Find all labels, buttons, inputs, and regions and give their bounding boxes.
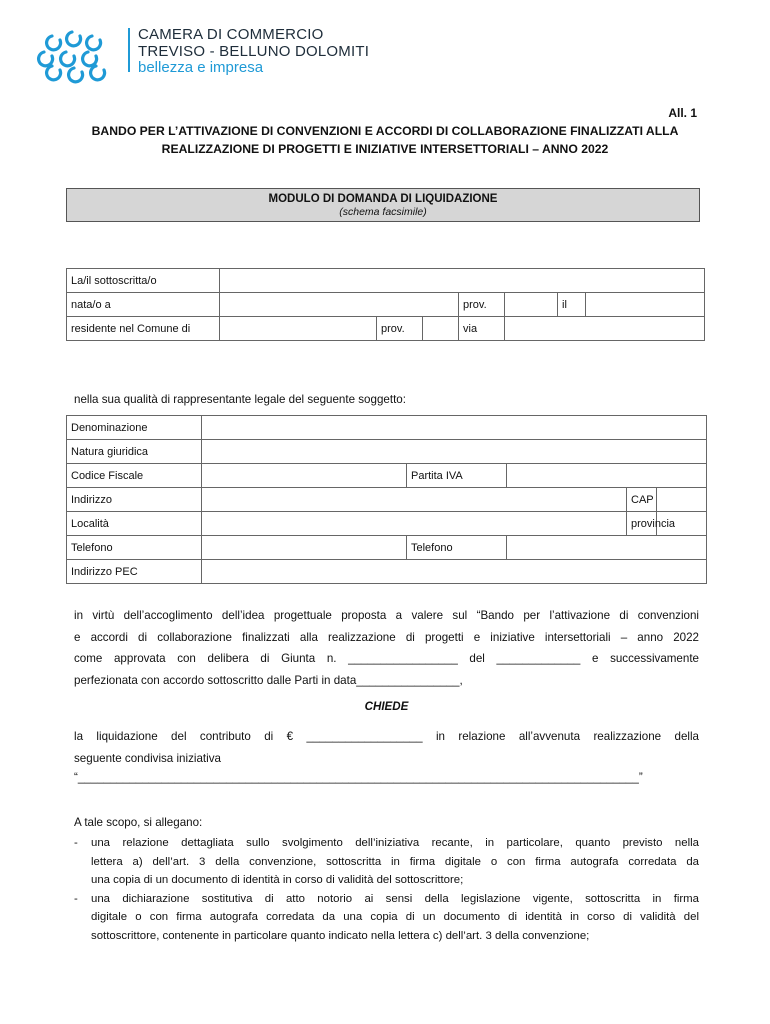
denominazione-field[interactable]: [202, 416, 707, 440]
logo-divider: [128, 28, 130, 72]
paragraph-line: e accordi di collaborazione finalizzati alla realizzazione di progetti e iniziative intersettoriali – anno 2022: [74, 630, 699, 644]
label-il: il: [558, 293, 586, 317]
label-indirizzo: Indirizzo: [67, 488, 202, 512]
list-line: digitale o con firma autografa corredata da una copia di un documento di identità in corso di validità del: [91, 911, 699, 923]
header-logo: [30, 26, 370, 76]
pec-field[interactable]: [202, 560, 707, 584]
sottoscritto-field[interactable]: [220, 269, 705, 293]
qualita-sentence: nella sua qualità di rappresentante legale del seguente soggetto:: [74, 393, 406, 406]
list-item: [74, 834, 699, 890]
form-title: MODULO DI DOMANDA DI LIQUIDAZIONE: [268, 193, 498, 205]
logo-tagline: bellezza e impresa: [138, 59, 264, 76]
chamber-of-commerce-logo-icon: [30, 26, 122, 76]
form-title-box: [66, 188, 700, 222]
table-row: [67, 464, 707, 488]
label-sottoscritto: La/il sottoscritta/o: [67, 269, 220, 293]
logo-text-line2: TREVISO - BELLUNO DOLOMITI: [138, 43, 370, 60]
label-denominazione: Denominazione: [67, 416, 202, 440]
logo-text-line1: CAMERA DI COMMERCIO: [138, 26, 324, 43]
table-row: [67, 317, 705, 341]
paragraph-line: come approvata con delibera di Giunta n. _________________ del _____________ e successivamente: [74, 652, 699, 665]
nato-field[interactable]: [220, 293, 459, 317]
label-residente: residente nel Comune di: [67, 317, 220, 341]
list-line: lettera a) dell’art. 3 della convenzione, sottoscritta in firma digitale o con firma autografa corredata da: [91, 855, 699, 868]
applicant-table: [66, 268, 705, 341]
title-line2: REALIZZAZIONE DI PROGETTI E INIZIATIVE INTERSETTORIALI – ANNO 2022: [161, 142, 609, 156]
cap-field[interactable]: [657, 488, 707, 512]
label-telefono2: Telefono: [407, 536, 507, 560]
prov2-field[interactable]: [423, 317, 459, 341]
table-row: [67, 416, 707, 440]
allegati-list: [74, 834, 699, 945]
label-prov2: prov.: [377, 317, 423, 341]
form-subtitle: (schema facsimile): [339, 206, 427, 218]
list-dash: -: [74, 837, 78, 849]
label-partita-iva: Partita IVA: [407, 464, 507, 488]
telefono-field[interactable]: [202, 536, 407, 560]
table-row: [67, 512, 707, 536]
table-row: [67, 560, 707, 584]
label-prov: prov.: [459, 293, 505, 317]
label-cap: CAP: [627, 488, 657, 512]
table-row: [67, 488, 707, 512]
indirizzo-field[interactable]: [202, 488, 627, 512]
label-via: via: [459, 317, 505, 341]
table-row: [67, 440, 707, 464]
paragraph-liquidazione: [74, 726, 699, 787]
paragraph-line: seguente condivisa iniziativa: [74, 751, 221, 765]
list-line: una dichiarazione sostitutiva di atto notorio ai sensi della legislazione vigente, sottoscritta in firma: [91, 892, 699, 905]
paragraph-accoglimento: [74, 605, 699, 691]
label-pec: Indirizzo PEC: [67, 560, 202, 584]
document-title: [60, 122, 710, 158]
date-field[interactable]: [586, 293, 705, 317]
list-line: una copia di un documento di identità in corso di validità del sottoscrittore;: [91, 874, 464, 886]
codice-fiscale-field[interactable]: [202, 464, 407, 488]
prov-field[interactable]: [505, 293, 558, 317]
attachment-number: All. 1: [668, 106, 697, 120]
label-telefono: Telefono: [67, 536, 202, 560]
list-line: una relazione dettagliata sullo svolgimento dell’iniziativa recante, in particolare, quanto previsto nella: [91, 837, 699, 849]
label-localita: Località: [67, 512, 202, 536]
label-natura: Natura giuridica: [67, 440, 202, 464]
list-item: [74, 890, 699, 946]
table-row: [67, 536, 707, 560]
list-line: sottoscrittore, contenente in particolare quanto indicato nella lettera c) dell’art. 3 della convenzione;: [91, 929, 590, 942]
paragraph-line: perfezionata con accordo sottoscritto dalle Parti in data________________,: [74, 673, 463, 687]
telefono2-field[interactable]: [507, 536, 707, 560]
table-row: [67, 269, 705, 293]
label-codice-fiscale: Codice Fiscale: [67, 464, 202, 488]
partita-iva-field[interactable]: [507, 464, 707, 488]
table-row: [67, 293, 705, 317]
localita-field[interactable]: [202, 512, 627, 536]
comune-field[interactable]: [220, 317, 377, 341]
paragraph-line: in virtù dell’accoglimento dell’idea progettuale proposta a valere sul “Bando per l’attivazione di convenzioni: [74, 609, 699, 622]
via-field[interactable]: [505, 317, 705, 341]
natura-field[interactable]: [202, 440, 707, 464]
entity-table: [66, 415, 707, 584]
paragraph-line: la liquidazione del contributo di € __________________ in relazione all’avvenuta realizzazione della: [74, 730, 699, 743]
title-line1: BANDO PER L’ATTIVAZIONE DI CONVENZIONI E ACCORDI DI COLLABORAZIONE FINALIZZATI ALLA: [91, 124, 679, 138]
initiative-blank-line: “_______________________________________________________________________________________”: [74, 771, 643, 784]
allegati-intro: A tale scopo, si allegano:: [74, 816, 203, 829]
list-dash: -: [74, 892, 78, 905]
label-nato: nata/o a: [67, 293, 220, 317]
chiede-heading: CHIEDE: [364, 700, 409, 713]
label-provincia: provincia: [627, 512, 657, 536]
